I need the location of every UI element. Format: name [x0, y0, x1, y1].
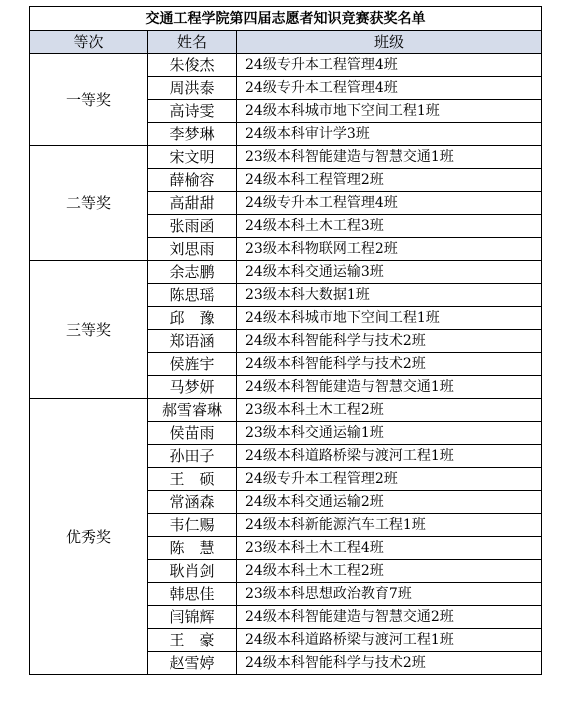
winner-name-cell: 侯苗雨 — [148, 422, 237, 445]
winner-name-cell: 陈思瑶 — [148, 284, 237, 307]
winner-name-cell: 赵雪婷 — [148, 652, 237, 675]
winner-class-cell: 24级本科智能科学与技术2班 — [237, 330, 542, 353]
winner-name-cell: 郑语涵 — [148, 330, 237, 353]
winner-name-cell: 耿肖剑 — [148, 560, 237, 583]
prize-level-cell: 二等奖 — [30, 146, 148, 261]
winner-class-cell: 24级本科道路桥梁与渡河工程1班 — [237, 445, 542, 468]
winner-name-cell: 郝雪睿琳 — [148, 399, 237, 422]
table-row — [30, 399, 542, 422]
winner-class-cell: 23级本科智能建造与智慧交通1班 — [237, 146, 542, 169]
winner-name-cell: 闫锦辉 — [148, 606, 237, 629]
winner-name-cell: 刘思雨 — [148, 238, 237, 261]
winner-name-cell: 侯旌宇 — [148, 353, 237, 376]
winner-class-cell: 24级本科交通运输3班 — [237, 261, 542, 284]
winner-name-cell: 韦仁赐 — [148, 514, 237, 537]
winner-name-cell: 朱俊杰 — [148, 54, 237, 77]
winner-class-cell: 23级本科交通运输1班 — [237, 422, 542, 445]
winner-name-cell: 高诗雯 — [148, 100, 237, 123]
winner-class-cell: 24级专升本工程管理4班 — [237, 54, 542, 77]
table-row — [30, 146, 542, 169]
winner-class-cell: 24级本科道路桥梁与渡河工程1班 — [237, 629, 542, 652]
winner-class-cell: 23级本科思想政治教育7班 — [237, 583, 542, 606]
award-list-sheet — [29, 6, 541, 675]
winner-class-cell: 23级本科土木工程2班 — [237, 399, 542, 422]
winner-name-cell: 王 豪 — [148, 629, 237, 652]
winner-class-cell: 24级本科城市地下空间工程1班 — [237, 307, 542, 330]
table-body — [30, 54, 542, 675]
winner-class-cell: 24级本科智能科学与技术2班 — [237, 353, 542, 376]
table-row — [30, 54, 542, 77]
winner-name-cell: 宋文明 — [148, 146, 237, 169]
winner-class-cell: 23级本科物联网工程2班 — [237, 238, 542, 261]
prize-level-cell: 一等奖 — [30, 54, 148, 146]
winner-class-cell: 24级专升本工程管理4班 — [237, 77, 542, 100]
winner-class-cell: 24级专升本工程管理4班 — [237, 192, 542, 215]
winner-class-cell: 24级本科智能科学与技术2班 — [237, 652, 542, 675]
winner-class-cell: 24级本科智能建造与智慧交通2班 — [237, 606, 542, 629]
prize-level-cell: 优秀奖 — [30, 399, 148, 675]
winner-class-cell: 24级专升本工程管理2班 — [237, 468, 542, 491]
winner-class-cell: 23级本科土木工程4班 — [237, 537, 542, 560]
winner-name-cell: 薛榆容 — [148, 169, 237, 192]
winner-class-cell: 24级本科审计学3班 — [237, 123, 542, 146]
table-row — [30, 261, 542, 284]
header-prize: 等次 — [30, 31, 148, 54]
winner-class-cell: 24级本科土木工程2班 — [237, 560, 542, 583]
header-name: 姓名 — [148, 31, 237, 54]
winner-class-cell: 24级本科交通运输2班 — [237, 491, 542, 514]
winner-name-cell: 韩思佳 — [148, 583, 237, 606]
award-table — [29, 6, 542, 675]
winner-name-cell: 王 硕 — [148, 468, 237, 491]
table-title: 交通工程学院第四届志愿者知识竞赛获奖名单 — [30, 7, 542, 31]
header-class: 班级 — [237, 31, 542, 54]
prize-level-cell: 三等奖 — [30, 261, 148, 399]
winner-class-cell: 23级本科大数据1班 — [237, 284, 542, 307]
winner-class-cell: 24级本科城市地下空间工程1班 — [237, 100, 542, 123]
winner-name-cell: 余志鹏 — [148, 261, 237, 284]
winner-class-cell: 24级本科智能建造与智慧交通1班 — [237, 376, 542, 399]
winner-name-cell: 孙田子 — [148, 445, 237, 468]
winner-class-cell: 24级本科工程管理2班 — [237, 169, 542, 192]
winner-name-cell: 邱 豫 — [148, 307, 237, 330]
winner-name-cell: 常涵森 — [148, 491, 237, 514]
winner-name-cell: 李梦琳 — [148, 123, 237, 146]
winner-name-cell: 高甜甜 — [148, 192, 237, 215]
winner-name-cell: 张雨函 — [148, 215, 237, 238]
winner-name-cell: 周洪泰 — [148, 77, 237, 100]
header-row — [30, 31, 542, 54]
winner-class-cell: 24级本科新能源汽车工程1班 — [237, 514, 542, 537]
winner-class-cell: 24级本科土木工程3班 — [237, 215, 542, 238]
winner-name-cell: 马梦妍 — [148, 376, 237, 399]
winner-name-cell: 陈 慧 — [148, 537, 237, 560]
